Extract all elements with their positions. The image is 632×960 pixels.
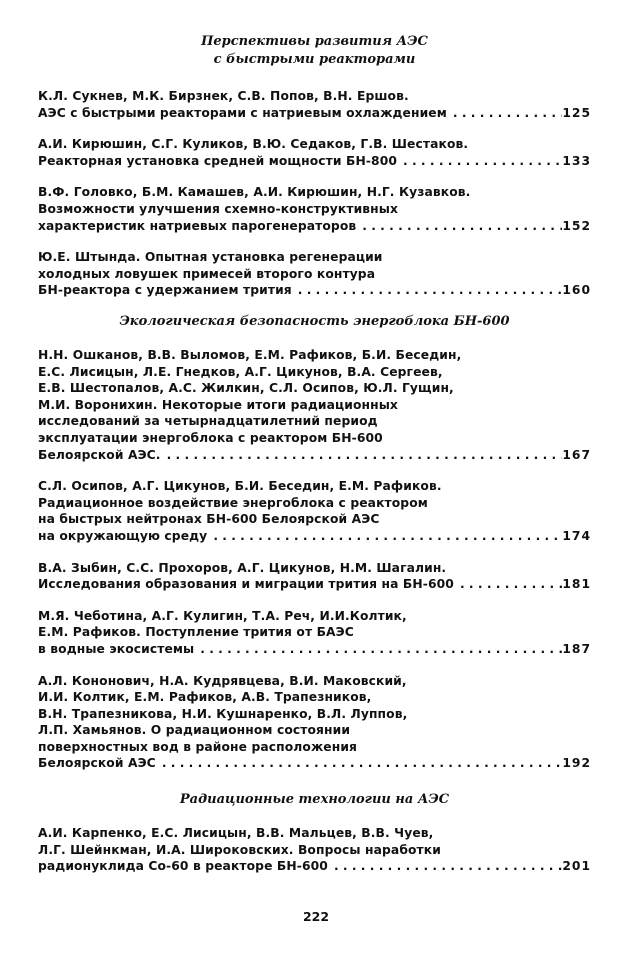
entry-page-number: 160 — [562, 283, 591, 298]
entry-page-number: 192 — [562, 756, 591, 771]
entry-line: Белоярской АЭС. — [38, 447, 161, 462]
entry-page-number: 201 — [562, 859, 591, 874]
toc-entry — [38, 560, 591, 593]
leader-dots — [194, 641, 562, 658]
leader-dots — [292, 282, 563, 299]
section-title — [38, 313, 591, 331]
entry-line: К.Л. Сукнев, М.К. Бирзнек, С.В. Попов, В.Н. Ершов. — [38, 89, 409, 103]
entry-line: Ю.Е. Штында. Опытная установка регенерации — [38, 250, 383, 265]
entry-line: Н.Н. Ошканов, В.В. Выломов, Е.М. Рафиков, Б.И. Беседин, — [38, 348, 462, 362]
toc-entry — [38, 478, 591, 544]
entry-page-number: 187 — [562, 641, 591, 656]
entry-line: холодных ловушек примесей второго контура — [38, 266, 376, 281]
leader-dots — [328, 858, 562, 875]
section-title-line: Перспективы развития АЭС — [201, 34, 428, 49]
entry-line: Белоярской АЭС — [38, 756, 156, 771]
entry-line: А.И. Карпенко, Е.С. Лисицын, В.В. Мальцев, В.В. Чуев, — [38, 826, 434, 840]
entry-line: Исследования образования и миграции трития на БН-600 — [38, 577, 454, 592]
entry-line: Реакторная установка средней мощности БН-800 — [38, 153, 398, 168]
leader-dots — [207, 528, 562, 545]
leader-dots — [447, 105, 562, 122]
entry-page-number: 181 — [562, 577, 591, 592]
entry-page-number: 133 — [562, 153, 591, 168]
section-entries — [38, 825, 591, 890]
entry-line: В.Ф. Головко, Б.М. Камашев, А.И. Кирюшин, Н.Г. Кузавков. — [38, 185, 471, 200]
entry-last-line — [38, 282, 591, 299]
entry-line: Л.П. Хамьянов. О радиационном состоянии — [38, 723, 351, 738]
page-number: 222 — [302, 909, 330, 924]
toc-entry — [38, 136, 591, 169]
section-title — [38, 791, 591, 809]
entry-line: М.И. Воронихин. Некоторые итоги радиационных — [38, 397, 398, 412]
entry-line: Е.С. Лисицын, Л.Е. Гнедков, А.Г. Цикунов, В.А. Сергеев, — [38, 364, 443, 379]
entry-last-line — [38, 576, 591, 593]
entry-line: на быстрых нейтронах БН-600 Белоярской АЭС — [38, 512, 380, 527]
entry-line: В.Н. Трапезникова, Н.И. Кушнаренко, В.Л. Луппов, — [38, 706, 408, 721]
leader-dots — [356, 218, 562, 235]
section-entries — [38, 347, 591, 787]
entry-line: в водные экосистемы — [38, 641, 195, 656]
entry-line: АЭС с быстрыми реакторами с натриевым охлаждением — [38, 105, 447, 120]
entry-line: В.А. Зыбин, С.С. Прохоров, А.Г. Цикунов, Н.М. Шагалин. — [38, 560, 447, 575]
entry-line: на окружающую среду — [38, 528, 208, 543]
entry-line: М.Я. Чеботина, А.Г. Кулигин, Т.А. Реч, И.И.Колтик, — [38, 608, 407, 623]
entry-last-line — [38, 218, 591, 235]
entry-last-line — [38, 105, 591, 122]
leader-dots — [161, 447, 563, 464]
entry-page-number: 167 — [562, 447, 591, 462]
toc-entry — [38, 184, 591, 234]
section-entries — [38, 88, 591, 314]
entry-last-line — [38, 153, 591, 170]
toc-entry — [38, 347, 591, 463]
section-title-line: Экологическая безопасность энергоблока БН-600 — [119, 314, 510, 329]
entry-line: Возможности улучшения схемно-конструктивных — [38, 201, 399, 216]
toc-entry — [38, 608, 591, 658]
entry-line: эксплуатации энергоблока с реактором БН-600 — [38, 430, 383, 445]
entry-line: БН-реактора с удержанием трития — [38, 283, 292, 298]
entry-line: С.Л. Осипов, А.Г. Цикунов, Б.И. Беседин, Е.М. Рафиков. — [38, 479, 442, 494]
entry-last-line — [38, 641, 591, 658]
leader-dots — [454, 576, 562, 593]
entry-last-line — [38, 755, 591, 772]
entry-line: Е.М. Рафиков. Поступление трития от БАЭС — [38, 625, 354, 640]
entry-page-number: 125 — [562, 105, 591, 120]
section-title-line: с быстрыми реакторами — [213, 52, 416, 67]
toc-entry — [38, 673, 591, 773]
leader-dots — [397, 153, 562, 170]
entry-line: А.Л. Кононович, Н.А. Кудрявцева, В.И. Маковский, — [38, 673, 407, 688]
entry-line: Е.В. Шестопалов, А.С. Жилкин, С.Л. Осипов, Ю.Л. Гущин, — [38, 381, 454, 396]
section-title — [38, 33, 591, 69]
leader-dots — [156, 755, 563, 772]
entry-line: А.И. Кирюшин, С.Г. Куликов, В.Ю. Седаков, Г.В. Шестаков. — [38, 137, 469, 152]
toc-entry — [38, 825, 591, 875]
entry-last-line — [38, 447, 591, 464]
entry-line: радионуклида Со-60 в реакторе БН-600 — [38, 859, 328, 874]
entry-last-line — [38, 858, 591, 875]
entry-line: И.И. Колтик, Е.М. Рафиков, А.В. Трапезников, — [38, 690, 372, 705]
entry-line: Радиационное воздействие энергоблока с реактором — [38, 495, 428, 510]
entry-line: исследований за четырнадцатилетний период — [38, 414, 378, 429]
toc-entry — [38, 88, 591, 121]
entry-line: поверхностных вод в районе расположения — [38, 739, 358, 754]
section-title-line: Радиационные технологии на АЭС — [179, 792, 450, 807]
entry-line: Л.Г. Шейнкман, И.А. Широковских. Вопросы наработки — [38, 842, 441, 857]
toc-entry — [38, 249, 591, 299]
entry-page-number: 174 — [562, 528, 591, 543]
entry-page-number: 152 — [562, 218, 591, 233]
entry-last-line — [38, 528, 591, 545]
entry-line: характеристик натриевых парогенераторов — [38, 218, 357, 233]
